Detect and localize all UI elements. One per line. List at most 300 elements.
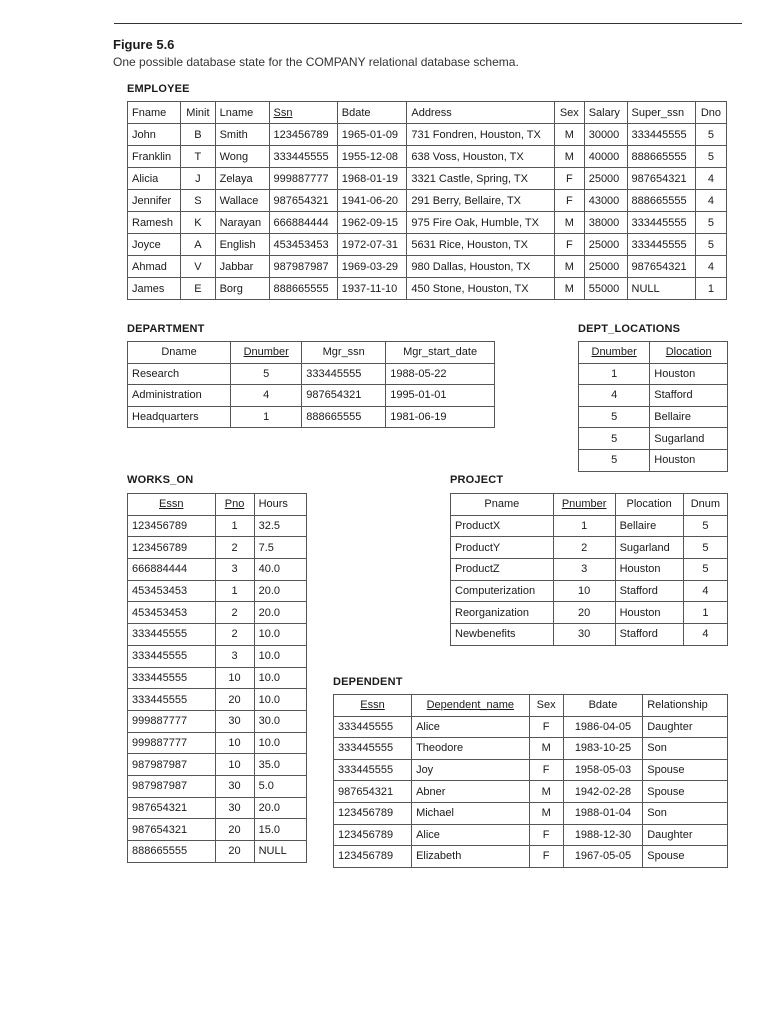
- department-cell-mgr-start-date: 1988-05-22: [386, 363, 495, 385]
- employee-cell-sex: F: [554, 234, 584, 256]
- table-row: [128, 385, 495, 407]
- table-row: [128, 667, 307, 689]
- table-row: [451, 537, 728, 559]
- project-cell-pname: Computerization: [451, 580, 554, 602]
- employee-cell-super-ssn: 987654321: [627, 168, 695, 190]
- works-on-cell-hours: 35.0: [254, 754, 306, 776]
- works-on-cell-pno: 1: [215, 580, 254, 602]
- department-col-mgr-ssn: Mgr_ssn: [302, 342, 386, 364]
- table-row: [128, 190, 727, 212]
- employee-cell-address: 291 Berry, Bellaire, TX: [407, 190, 555, 212]
- table-row: [451, 624, 728, 646]
- employee-cell-minit: S: [181, 190, 215, 212]
- employee-cell-salary: 30000: [584, 124, 627, 146]
- works-on-header-row: [128, 494, 307, 516]
- works-on-cell-hours: 10.0: [254, 689, 306, 711]
- employee-cell-dno: 1: [695, 278, 726, 300]
- works-on-cell-pno: 30: [215, 797, 254, 819]
- works-on-cell-hours: 32.5: [254, 515, 306, 537]
- employee-cell-minit: V: [181, 256, 215, 278]
- project-cell-pname: ProductZ: [451, 559, 554, 581]
- employee-cell-dno: 4: [695, 256, 726, 278]
- department-cell-dname: Headquarters: [128, 406, 231, 428]
- employee-cell-bdate: 1941-06-20: [337, 190, 407, 212]
- department-cell-dname: Administration: [128, 385, 231, 407]
- dependent-cell-bdate: 1986-04-05: [563, 716, 643, 738]
- dependent-cell-relationship: Son: [643, 738, 728, 760]
- dept-locations-cell-dnumber: 5: [579, 406, 650, 428]
- employee-cell-fname: Ahmad: [128, 256, 181, 278]
- dependent-col-sex: Sex: [529, 695, 563, 717]
- employee-col-sex: Sex: [554, 102, 584, 124]
- table-row: [128, 732, 307, 754]
- project-cell-pnumber: 20: [553, 602, 615, 624]
- dependent-cell-essn: 123456789: [334, 824, 412, 846]
- employee-cell-sex: M: [554, 278, 584, 300]
- table-row: [128, 406, 495, 428]
- works-on-cell-essn: 333445555: [128, 689, 216, 711]
- department-cell-dnumber: 5: [231, 363, 302, 385]
- works-on-cell-essn: 123456789: [128, 515, 216, 537]
- table-row: [128, 710, 307, 732]
- table-row: [451, 559, 728, 581]
- dept-locations-col-dlocation: Dlocation: [650, 342, 728, 364]
- employee-cell-minit: K: [181, 212, 215, 234]
- project-cell-pname: Reorganization: [451, 602, 554, 624]
- dependent-cell-essn: 333445555: [334, 759, 412, 781]
- employee-cell-bdate: 1969-03-29: [337, 256, 407, 278]
- dependent-cell-bdate: 1988-01-04: [563, 802, 643, 824]
- employee-cell-minit: E: [181, 278, 215, 300]
- table-row: [451, 515, 728, 537]
- employee-cell-super-ssn: NULL: [627, 278, 695, 300]
- employee-cell-address: 5631 Rice, Houston, TX: [407, 234, 555, 256]
- dependent-cell-relationship: Son: [643, 802, 728, 824]
- table-row: [334, 759, 728, 781]
- employee-cell-bdate: 1968-01-19: [337, 168, 407, 190]
- project-col-pname: Pname: [451, 494, 554, 516]
- department-header-row: [128, 342, 495, 364]
- employee-cell-sex: F: [554, 168, 584, 190]
- employee-cell-fname: Jennifer: [128, 190, 181, 212]
- works-on-cell-hours: 20.0: [254, 797, 306, 819]
- works-on-cell-pno: 20: [215, 841, 254, 863]
- employee-cell-sex: F: [554, 190, 584, 212]
- employee-cell-address: 980 Dallas, Houston, TX: [407, 256, 555, 278]
- works-on-cell-pno: 10: [215, 667, 254, 689]
- project-col-dnum: Dnum: [683, 494, 727, 516]
- dept-locations-cell-dnumber: 5: [579, 449, 650, 471]
- employee-cell-super-ssn: 333445555: [627, 124, 695, 146]
- dependent-cell-essn: 333445555: [334, 738, 412, 760]
- works-on-cell-pno: 3: [215, 559, 254, 581]
- employee-cell-super-ssn: 333445555: [627, 212, 695, 234]
- employee-cell-sex: M: [554, 146, 584, 168]
- employee-col-ssn: Ssn: [269, 102, 337, 124]
- employee-cell-ssn: 888665555: [269, 278, 337, 300]
- employee-cell-dno: 4: [695, 190, 726, 212]
- project-cell-pnumber: 2: [553, 537, 615, 559]
- employee-cell-super-ssn: 888665555: [627, 190, 695, 212]
- works-on-cell-pno: 3: [215, 645, 254, 667]
- dependent-cell-bdate: 1983-10-25: [563, 738, 643, 760]
- works-on-cell-hours: 5.0: [254, 775, 306, 797]
- table-row: [334, 781, 728, 803]
- works-on-cell-pno: 20: [215, 689, 254, 711]
- employee-cell-address: 3321 Castle, Spring, TX: [407, 168, 555, 190]
- dependent-cell-sex: F: [529, 759, 563, 781]
- project-table-title: PROJECT: [450, 474, 504, 486]
- dependent-cell-sex: M: [529, 802, 563, 824]
- employee-cell-super-ssn: 987654321: [627, 256, 695, 278]
- project-cell-dnum: 1: [683, 602, 727, 624]
- employee-cell-ssn: 999887777: [269, 168, 337, 190]
- project-cell-plocation: Stafford: [615, 580, 683, 602]
- employee-cell-ssn: 987654321: [269, 190, 337, 212]
- works-on-cell-essn: 999887777: [128, 732, 216, 754]
- top-rule: [114, 23, 742, 24]
- employee-cell-fname: James: [128, 278, 181, 300]
- employee-table: [127, 101, 727, 300]
- employee-cell-ssn: 666884444: [269, 212, 337, 234]
- dependent-col-relationship: Relationship: [643, 695, 728, 717]
- table-row: [128, 754, 307, 776]
- employee-header-row: [128, 102, 727, 124]
- project-cell-pnumber: 10: [553, 580, 615, 602]
- works-on-cell-pno: 20: [215, 819, 254, 841]
- department-col-mgr-start-date: Mgr_start_date: [386, 342, 495, 364]
- department-table-title: DEPARTMENT: [127, 323, 205, 335]
- dependent-cell-relationship: Daughter: [643, 824, 728, 846]
- works-on-cell-hours: 7.5: [254, 537, 306, 559]
- employee-cell-address: 450 Stone, Houston, TX: [407, 278, 555, 300]
- works-on-cell-hours: 40.0: [254, 559, 306, 581]
- department-table: [127, 341, 495, 428]
- dependent-cell-relationship: Spouse: [643, 759, 728, 781]
- dependent-cell-bdate: 1967-05-05: [563, 846, 643, 868]
- works-on-table-title: WORKS_ON: [127, 474, 194, 486]
- project-cell-plocation: Bellaire: [615, 515, 683, 537]
- works-on-cell-essn: 999887777: [128, 710, 216, 732]
- works-on-cell-essn: 987987987: [128, 754, 216, 776]
- dependent-cell-dependent-name: Theodore: [412, 738, 530, 760]
- dependent-col-dependent-name: Dependent_name: [412, 695, 530, 717]
- dept-locations-col-dnumber: Dnumber: [579, 342, 650, 364]
- employee-cell-fname: John: [128, 124, 181, 146]
- dept-locations-cell-dnumber: 5: [579, 428, 650, 450]
- table-row: [451, 580, 728, 602]
- department-col-dname: Dname: [128, 342, 231, 364]
- employee-cell-minit: J: [181, 168, 215, 190]
- works-on-col-pno: Pno: [215, 494, 254, 516]
- employee-table-title: EMPLOYEE: [127, 83, 190, 95]
- employee-cell-bdate: 1937-11-10: [337, 278, 407, 300]
- dependent-cell-dependent-name: Alice: [412, 716, 530, 738]
- employee-cell-dno: 5: [695, 234, 726, 256]
- employee-cell-sex: M: [554, 256, 584, 278]
- works-on-col-essn: Essn: [128, 494, 216, 516]
- works-on-cell-essn: 333445555: [128, 667, 216, 689]
- dept-locations-cell-dlocation: Stafford: [650, 385, 728, 407]
- employee-col-bdate: Bdate: [337, 102, 407, 124]
- works-on-cell-essn: 333445555: [128, 645, 216, 667]
- employee-cell-lname: Wong: [215, 146, 269, 168]
- table-row: [334, 802, 728, 824]
- dept-locations-cell-dlocation: Houston: [650, 363, 728, 385]
- employee-col-fname: Fname: [128, 102, 181, 124]
- works-on-cell-essn: 123456789: [128, 537, 216, 559]
- project-cell-plocation: Houston: [615, 602, 683, 624]
- employee-cell-minit: T: [181, 146, 215, 168]
- table-row: [128, 124, 727, 146]
- works-on-cell-pno: 30: [215, 710, 254, 732]
- dependent-cell-essn: 123456789: [334, 802, 412, 824]
- dept-locations-cell-dnumber: 1: [579, 363, 650, 385]
- works-on-cell-pno: 2: [215, 624, 254, 646]
- dept-locations-cell-dnumber: 4: [579, 385, 650, 407]
- employee-col-lname: Lname: [215, 102, 269, 124]
- dependent-cell-relationship: Daughter: [643, 716, 728, 738]
- employee-col-minit: Minit: [181, 102, 215, 124]
- works-on-cell-pno: 1: [215, 515, 254, 537]
- dept-locations-cell-dlocation: Sugarland: [650, 428, 728, 450]
- table-row: [128, 689, 307, 711]
- works-on-cell-essn: 666884444: [128, 559, 216, 581]
- works-on-cell-essn: 453453453: [128, 602, 216, 624]
- employee-cell-address: 638 Voss, Houston, TX: [407, 146, 555, 168]
- employee-cell-fname: Ramesh: [128, 212, 181, 234]
- table-row: [579, 406, 728, 428]
- dependent-cell-relationship: Spouse: [643, 781, 728, 803]
- employee-cell-ssn: 453453453: [269, 234, 337, 256]
- table-row: [128, 537, 307, 559]
- dependent-col-bdate: Bdate: [563, 695, 643, 717]
- department-col-dnumber: Dnumber: [231, 342, 302, 364]
- employee-cell-bdate: 1972-07-31: [337, 234, 407, 256]
- table-row: [128, 819, 307, 841]
- works-on-cell-hours: 20.0: [254, 602, 306, 624]
- dependent-cell-dependent-name: Alice: [412, 824, 530, 846]
- department-cell-mgr-start-date: 1995-01-01: [386, 385, 495, 407]
- employee-cell-fname: Joyce: [128, 234, 181, 256]
- figure-title: Figure 5.6: [113, 37, 175, 52]
- dept-locations-cell-dlocation: Bellaire: [650, 406, 728, 428]
- employee-cell-fname: Franklin: [128, 146, 181, 168]
- employee-cell-salary: 55000: [584, 278, 627, 300]
- works-on-cell-essn: 453453453: [128, 580, 216, 602]
- project-cell-dnum: 4: [683, 580, 727, 602]
- employee-col-dno: Dno: [695, 102, 726, 124]
- table-row: [128, 363, 495, 385]
- works-on-cell-hours: 30.0: [254, 710, 306, 732]
- table-row: [128, 234, 727, 256]
- works-on-cell-essn: 987987987: [128, 775, 216, 797]
- dependent-col-essn: Essn: [334, 695, 412, 717]
- employee-col-super-ssn: Super_ssn: [627, 102, 695, 124]
- employee-cell-address: 731 Fondren, Houston, TX: [407, 124, 555, 146]
- dept-locations-table-title: DEPT_LOCATIONS: [578, 323, 681, 335]
- works-on-cell-essn: 888665555: [128, 841, 216, 863]
- dependent-cell-bdate: 1988-12-30: [563, 824, 643, 846]
- department-cell-dnumber: 1: [231, 406, 302, 428]
- employee-cell-sex: M: [554, 212, 584, 234]
- employee-col-salary: Salary: [584, 102, 627, 124]
- project-cell-pnumber: 1: [553, 515, 615, 537]
- employee-cell-dno: 4: [695, 168, 726, 190]
- table-row: [128, 775, 307, 797]
- table-row: [334, 824, 728, 846]
- table-row: [128, 602, 307, 624]
- table-row: [128, 841, 307, 863]
- works-on-cell-pno: 2: [215, 602, 254, 624]
- table-row: [579, 449, 728, 471]
- project-cell-pname: ProductY: [451, 537, 554, 559]
- works-on-cell-hours: 20.0: [254, 580, 306, 602]
- employee-cell-lname: English: [215, 234, 269, 256]
- works-on-cell-hours: 10.0: [254, 667, 306, 689]
- table-row: [334, 846, 728, 868]
- table-row: [128, 797, 307, 819]
- dependent-cell-dependent-name: Abner: [412, 781, 530, 803]
- dependent-cell-essn: 987654321: [334, 781, 412, 803]
- department-cell-dname: Research: [128, 363, 231, 385]
- project-col-plocation: Plocation: [615, 494, 683, 516]
- employee-cell-address: 975 Fire Oak, Humble, TX: [407, 212, 555, 234]
- employee-cell-ssn: 333445555: [269, 146, 337, 168]
- table-row: [128, 278, 727, 300]
- works-on-col-hours: Hours: [254, 494, 306, 516]
- employee-cell-bdate: 1962-09-15: [337, 212, 407, 234]
- project-cell-plocation: Sugarland: [615, 537, 683, 559]
- table-row: [334, 716, 728, 738]
- employee-cell-lname: Narayan: [215, 212, 269, 234]
- dept-locations-table: [578, 341, 728, 472]
- table-row: [128, 515, 307, 537]
- employee-cell-minit: B: [181, 124, 215, 146]
- table-row: [579, 363, 728, 385]
- table-row: [128, 168, 727, 190]
- project-cell-pname: Newbenefits: [451, 624, 554, 646]
- project-cell-dnum: 5: [683, 559, 727, 581]
- table-row: [128, 645, 307, 667]
- works-on-table: [127, 493, 307, 863]
- department-cell-mgr-ssn: 333445555: [302, 363, 386, 385]
- project-cell-plocation: Houston: [615, 559, 683, 581]
- table-row: [579, 428, 728, 450]
- employee-cell-lname: Zelaya: [215, 168, 269, 190]
- table-row: [451, 602, 728, 624]
- employee-cell-salary: 40000: [584, 146, 627, 168]
- employee-cell-fname: Alicia: [128, 168, 181, 190]
- employee-cell-lname: Wallace: [215, 190, 269, 212]
- dependent-header-row: [334, 695, 728, 717]
- table-row: [128, 624, 307, 646]
- employee-cell-bdate: 1965-01-09: [337, 124, 407, 146]
- employee-cell-super-ssn: 333445555: [627, 234, 695, 256]
- dependent-cell-sex: F: [529, 716, 563, 738]
- dependent-cell-sex: F: [529, 846, 563, 868]
- employee-cell-ssn: 987987987: [269, 256, 337, 278]
- dependent-cell-sex: M: [529, 781, 563, 803]
- employee-cell-salary: 38000: [584, 212, 627, 234]
- figure-caption: One possible database state for the COMPANY relational database schema.: [113, 55, 519, 69]
- project-table: [450, 493, 728, 646]
- dependent-cell-dependent-name: Michael: [412, 802, 530, 824]
- table-row: [128, 212, 727, 234]
- works-on-cell-hours: NULL: [254, 841, 306, 863]
- dependent-cell-dependent-name: Elizabeth: [412, 846, 530, 868]
- works-on-cell-hours: 10.0: [254, 645, 306, 667]
- employee-cell-salary: 25000: [584, 168, 627, 190]
- project-cell-dnum: 4: [683, 624, 727, 646]
- employee-cell-salary: 25000: [584, 256, 627, 278]
- works-on-cell-essn: 333445555: [128, 624, 216, 646]
- employee-cell-super-ssn: 888665555: [627, 146, 695, 168]
- dependent-cell-sex: F: [529, 824, 563, 846]
- works-on-cell-pno: 10: [215, 754, 254, 776]
- dept-locations-header-row: [579, 342, 728, 364]
- works-on-cell-pno: 2: [215, 537, 254, 559]
- employee-cell-lname: Jabbar: [215, 256, 269, 278]
- project-cell-plocation: Stafford: [615, 624, 683, 646]
- employee-cell-lname: Smith: [215, 124, 269, 146]
- employee-cell-salary: 25000: [584, 234, 627, 256]
- dependent-cell-essn: 333445555: [334, 716, 412, 738]
- project-header-row: [451, 494, 728, 516]
- project-col-pnumber: Pnumber: [553, 494, 615, 516]
- project-cell-dnum: 5: [683, 537, 727, 559]
- department-cell-dnumber: 4: [231, 385, 302, 407]
- dependent-cell-essn: 123456789: [334, 846, 412, 868]
- works-on-cell-pno: 10: [215, 732, 254, 754]
- works-on-cell-essn: 987654321: [128, 819, 216, 841]
- department-cell-mgr-ssn: 987654321: [302, 385, 386, 407]
- employee-cell-salary: 43000: [584, 190, 627, 212]
- dependent-table-title: DEPENDENT: [333, 676, 403, 688]
- project-cell-dnum: 5: [683, 515, 727, 537]
- dependent-cell-sex: M: [529, 738, 563, 760]
- employee-cell-ssn: 123456789: [269, 124, 337, 146]
- employee-cell-bdate: 1955-12-08: [337, 146, 407, 168]
- project-cell-pname: ProductX: [451, 515, 554, 537]
- employee-cell-dno: 5: [695, 146, 726, 168]
- project-cell-pnumber: 30: [553, 624, 615, 646]
- department-cell-mgr-ssn: 888665555: [302, 406, 386, 428]
- works-on-cell-hours: 10.0: [254, 624, 306, 646]
- works-on-cell-essn: 987654321: [128, 797, 216, 819]
- dependent-cell-bdate: 1942-02-28: [563, 781, 643, 803]
- table-row: [128, 146, 727, 168]
- table-row: [128, 559, 307, 581]
- table-row: [128, 580, 307, 602]
- dependent-cell-relationship: Spouse: [643, 846, 728, 868]
- works-on-cell-hours: 15.0: [254, 819, 306, 841]
- employee-cell-minit: A: [181, 234, 215, 256]
- works-on-cell-hours: 10.0: [254, 732, 306, 754]
- table-row: [579, 385, 728, 407]
- employee-cell-sex: M: [554, 124, 584, 146]
- dept-locations-cell-dlocation: Houston: [650, 449, 728, 471]
- table-row: [128, 256, 727, 278]
- employee-cell-dno: 5: [695, 124, 726, 146]
- dependent-cell-bdate: 1958-05-03: [563, 759, 643, 781]
- dependent-cell-dependent-name: Joy: [412, 759, 530, 781]
- department-cell-mgr-start-date: 1981-06-19: [386, 406, 495, 428]
- table-row: [334, 738, 728, 760]
- dependent-table: [333, 694, 728, 868]
- employee-cell-dno: 5: [695, 212, 726, 234]
- works-on-cell-pno: 30: [215, 775, 254, 797]
